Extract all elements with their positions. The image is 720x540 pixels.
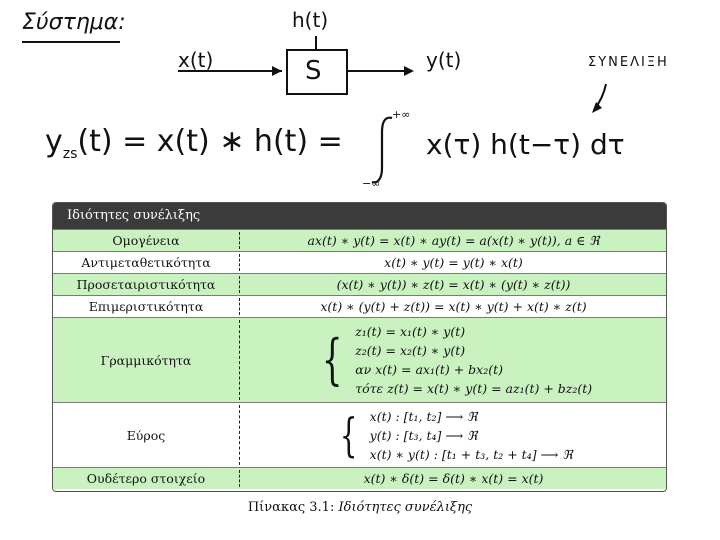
property-expression: ax(t) ∗ y(t) = x(t) ∗ ay(t) = a(x(t) ∗ y(t)), a ∈ ℜ bbox=[307, 233, 600, 248]
properties-table bbox=[52, 202, 667, 492]
input-signal-label: x(t) bbox=[178, 48, 214, 72]
equation-lhs: $y_{zs}(t) = x(t)$ ∗ h(t) = bbox=[45, 124, 343, 162]
table-row: Γραμμικότητα { z₁(t) = x₁(t) ∗ y(t) z₂(t) = x₂(t) ∗ y(t) αν x(t) = ax₁(t) + bx₂(t) τότε z(t) = x(t) ∗ y(t) = az₁(t) + bz₂(t) bbox=[53, 317, 666, 402]
table-row bbox=[53, 273, 666, 295]
integral-sign bbox=[372, 118, 392, 183]
property-expression: αν x(t) = ax₁(t) + bx₂(t) bbox=[355, 362, 503, 377]
property-name: Γραμμικότητα bbox=[100, 352, 192, 368]
table-row bbox=[53, 295, 666, 317]
property-expression: x(t) ∗ δ(t) = δ(t) ∗ x(t) = x(t) bbox=[363, 471, 544, 486]
property-expression: (x(t) ∗ y(t)) ∗ z(t) = x(t) ∗ (y(t) ∗ z(t)) bbox=[336, 277, 571, 292]
property-expression: x(t) ∗ y(t) = y(t) ∗ x(t) bbox=[384, 255, 523, 270]
table-row: Εύρος { x(t) : [t₁, t₂] ⟶ ℜ y(t) : [t₃, t₄] ⟶ ℜ x(t) ∗ y(t) : [t₁ + t₃, t₂ + t₄] ⟶ ℜ bbox=[53, 402, 666, 467]
property-name: Ομογένεια bbox=[112, 233, 180, 248]
output-arrow-head bbox=[404, 66, 414, 76]
handwritten-title: Σύστημα: bbox=[22, 10, 126, 35]
caption-title: Ιδιότητες συνέλιξης bbox=[338, 500, 473, 515]
property-expression: x(t) ∗ y(t) : [t₁ + t₃, t₂ + t₄] ⟶ ℜ bbox=[369, 446, 573, 462]
property-expression: z₂(t) = x₂(t) ∗ y(t) bbox=[355, 343, 466, 358]
table-row bbox=[53, 251, 666, 273]
property-name: Επιμεριστικότητα bbox=[88, 299, 204, 314]
property-name: Προσεταιριστικότητα bbox=[76, 277, 216, 292]
table-row bbox=[53, 229, 666, 251]
equation-body: (t) = x(t) ∗ h(t) = bbox=[77, 124, 343, 159]
table-header: Ιδιότητες συνέλιξης bbox=[53, 203, 666, 229]
property-expression: z₁(t) = x₁(t) ∗ y(t) bbox=[355, 324, 466, 339]
integrand: x(τ) h(t−τ) dτ bbox=[426, 128, 625, 161]
property-name: Ουδέτερο στοιχείο bbox=[86, 471, 206, 486]
table-row bbox=[53, 467, 666, 489]
impulse-response-label: h(t) bbox=[292, 8, 329, 32]
integral-upper-limit: +∞ bbox=[392, 108, 411, 121]
property-expression: x(t) : [t₁, t₂] ⟶ ℜ bbox=[369, 408, 478, 424]
convolution-note: ΣΥΝΕΛΙΞΗ bbox=[588, 55, 669, 70]
output-signal-label: y(t) bbox=[426, 48, 462, 72]
caption-label: Πίνακας 3.1: bbox=[247, 500, 335, 515]
property-name: Αντιμεταθετικότητα bbox=[81, 255, 211, 270]
note-arrow-head bbox=[592, 102, 602, 113]
handwritten-notes bbox=[0, 0, 720, 195]
table-caption bbox=[0, 500, 720, 515]
integral-lower-limit: −∞ bbox=[362, 177, 381, 190]
property-name: Εύρος bbox=[126, 427, 166, 443]
property-expression: y(t) : [t₃, t₄] ⟶ ℜ bbox=[369, 427, 478, 443]
property-expression: τότε z(t) = x(t) ∗ y(t) = az₁(t) + bz₂(t) bbox=[355, 381, 593, 396]
equation-subscript: zs bbox=[62, 146, 78, 162]
system-label: S bbox=[305, 56, 322, 86]
property-expression: x(t) ∗ (y(t) + z(t)) = x(t) ∗ y(t) + x(t) ∗ z(t) bbox=[320, 299, 587, 314]
input-arrow-head bbox=[272, 66, 282, 76]
